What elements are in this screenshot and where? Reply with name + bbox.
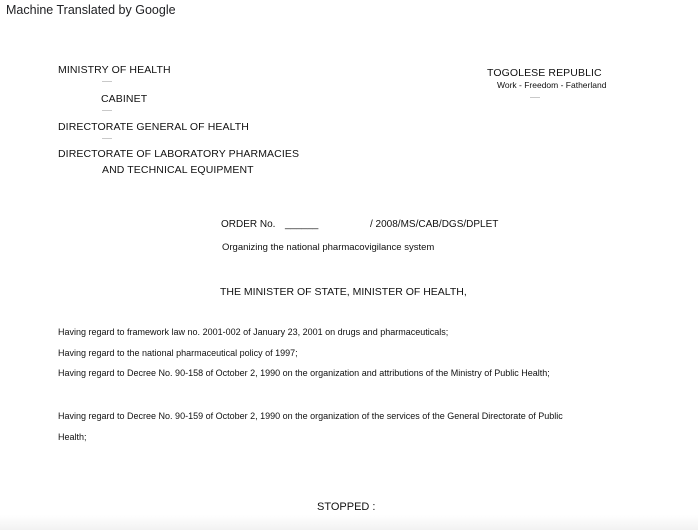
order-subject: Organizing the national pharmacovigilance system (222, 242, 435, 253)
page-bottom-fade (0, 515, 698, 530)
ministry-heading: MINISTRY OF HEALTH (58, 64, 171, 76)
recital-line: Having regard to framework law no. 2001-002 of January 23, 2001 on drugs and pharmaceuticals; (58, 327, 449, 337)
order-number-blank: ______ (285, 219, 319, 230)
national-motto: Work - Freedom - Fatherland (497, 80, 607, 90)
order-reference: / 2008/MS/CAB/DGS/DPLET (370, 219, 499, 230)
machine-translation-banner: Machine Translated by Google (6, 3, 176, 17)
order-label: ORDER No. (221, 219, 276, 230)
stopped-heading: STOPPED : (317, 501, 376, 513)
directorate-lab-heading-line1: DIRECTORATE OF LABORATORY PHARMACIES (58, 148, 300, 160)
separator-dash (530, 97, 540, 98)
recital-line: Health; (58, 432, 87, 442)
cabinet-heading: CABINET (101, 93, 148, 105)
directorate-general-heading: DIRECTORATE GENERAL OF HEALTH (58, 121, 249, 133)
recital-line: Having regard to the national pharmaceutical policy of 1997; (58, 348, 298, 358)
separator-dash (102, 138, 112, 139)
recital-line: Having regard to Decree No. 90-158 of October 2, 1990 on the organization and attributions of the Ministry of Public Health; (58, 368, 550, 378)
recital-line: Having regard to Decree No. 90-159 of October 2, 1990 on the organization of the services of the General Directorate of Public (58, 411, 563, 421)
directorate-lab-heading-line2: AND TECHNICAL EQUIPMENT (102, 164, 254, 176)
minister-title: THE MINISTER OF STATE, MINISTER OF HEALTH, (220, 286, 467, 298)
republic-heading: TOGOLESE REPUBLIC (487, 67, 602, 79)
separator-dash (102, 110, 112, 111)
separator-dash (102, 81, 112, 82)
